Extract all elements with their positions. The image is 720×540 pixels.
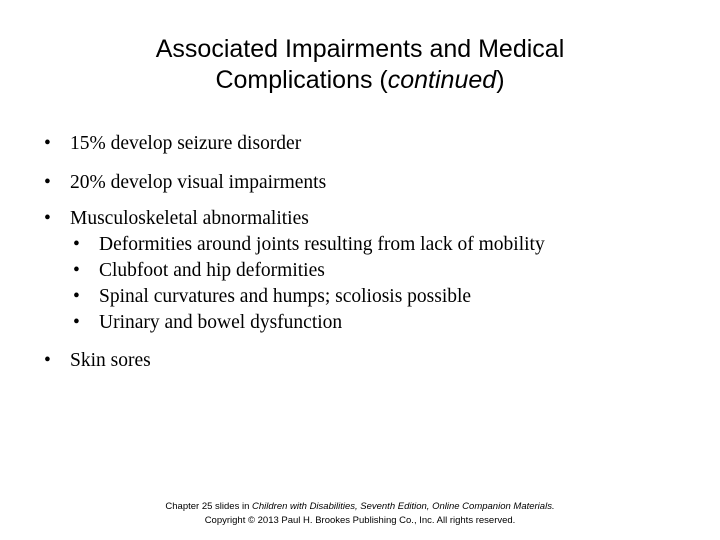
bullet-dot: • (44, 133, 51, 154)
footer-line-1 (0, 500, 720, 514)
sub-bullet-dot: • (73, 286, 80, 307)
footer-copyright: Copyright © 2013 Paul H. Brookes Publishing Co., Inc. All rights reserved. (204, 515, 516, 526)
bullet-text: Musculoskeletal abnormalities (70, 208, 309, 229)
slide-title-line-1: Associated Impairments and Medical (155, 35, 565, 63)
bullet-dot: • (44, 350, 51, 371)
footer-prefix: Chapter 25 slides in (165, 501, 253, 512)
bullet-text: 15% develop seizure disorder (70, 133, 302, 154)
bullet-text: 20% develop visual impairments (70, 172, 327, 193)
sub-bullet-dot: • (73, 234, 80, 255)
sub-bullet-text: Deformities around joints resulting from lack of mobility (99, 234, 545, 255)
sub-bullet-text: Clubfoot and hip deformities (99, 260, 325, 281)
slide-footer (0, 500, 720, 528)
bullet-dot: • (44, 208, 51, 229)
footer-book-title: Children with Disabilities, Seventh Edition, Online Companion Materials. (252, 501, 555, 512)
sub-bullet-text: Spinal curvatures and humps; scoliosis possible (99, 286, 472, 307)
bullet-text: Skin sores (70, 350, 151, 371)
title-line-2-prefix: Complications ( (215, 66, 388, 94)
bullet-dot: • (44, 172, 51, 193)
sub-bullet-text: Urinary and bowel dysfunction (99, 312, 343, 333)
sub-bullet-dot: • (73, 312, 80, 333)
title-continued: continued (387, 66, 497, 94)
sub-bullet-dot: • (73, 260, 80, 281)
title-line-2-suffix: ) (496, 66, 505, 94)
